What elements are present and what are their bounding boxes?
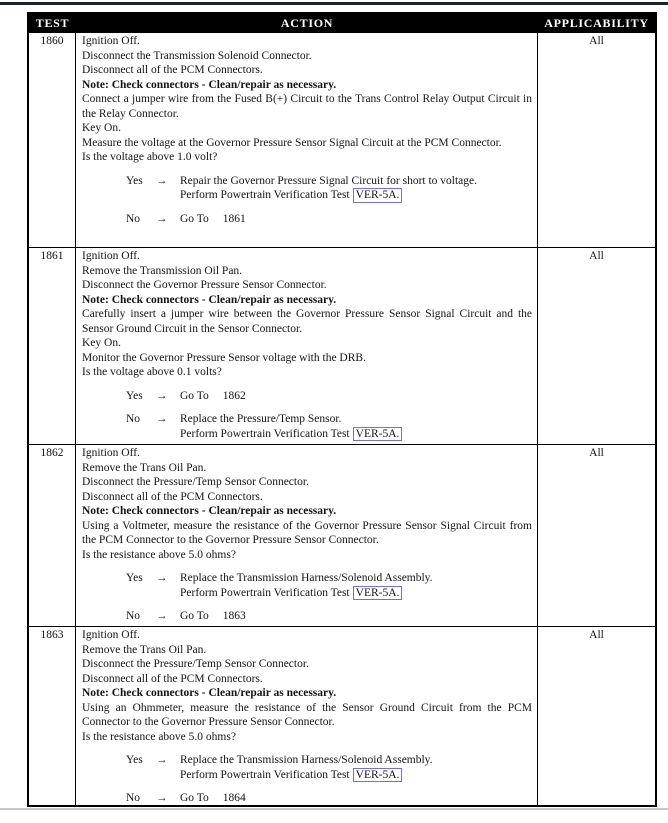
goto-label: Go To [180,212,209,225]
action-step: Ignition Off. [82,447,140,459]
table-row-test-1860 [29,32,655,247]
decision-yes [82,753,532,782]
test-number: 1862 [29,445,76,626]
action-step: Carefully insert a jumper wire between the Governor Pressure Sensor Signal Circuit and the Sensor Ground Circuit in the Sensor Connector. [82,308,532,335]
note-step: Note: Check connectors - Clean/repair as necessary. [82,293,337,306]
action-cell [76,33,538,247]
decision-body [180,609,532,624]
decision-yes [82,571,532,600]
arrow-icon: → [156,174,168,187]
decision-body [180,753,532,782]
test-number: 1861 [29,248,76,444]
ver-5a-link[interactable]: VER-5A. [353,586,403,601]
decision-yes [82,174,532,203]
action-cell [76,445,538,626]
action-step: Ignition Off. [82,250,140,262]
note-step: Note: Check connectors - Clean/repair as necessary. [82,687,337,699]
decision-text: Perform Powertrain Verification Test [180,586,350,599]
decision-answer: Yes [126,572,143,584]
question-step: Is the resistance above 5.0 ohms? [82,548,236,561]
action-step: Disconnect the Governor Pressure Sensor Connector. [82,279,327,291]
action-step: Remove the Trans Oil Pan. [82,643,207,656]
action-cell [76,627,538,805]
arrow-icon: → [156,792,168,804]
action-step: Measure the voltage at the Governor Pressure Sensor Signal Circuit at the PCM Connector. [82,136,502,149]
ver-5a-link[interactable]: VER-5A. [353,768,403,783]
decision-line [180,188,530,203]
decision-answer: Yes [126,174,143,187]
decision-yes [82,389,532,404]
table-row-test-1861 [29,247,655,444]
goto-target-test: 1864 [222,792,246,804]
goto-target-test: 1862 [222,389,246,402]
decision-line [180,586,530,601]
decision-no [82,412,532,441]
arrow-icon: → [156,413,168,425]
applicability-value: All [589,447,604,459]
applicability-value: All [589,35,604,47]
decision-line [180,427,530,442]
ver-5a-link[interactable]: VER-5A. [353,188,403,203]
action-step: Disconnect all of the PCM Connectors. [82,672,263,685]
decision-answer: No [126,610,141,622]
decision-text: Perform Powertrain Verification Test [180,427,350,440]
decision-text: Perform Powertrain Verification Test [180,189,350,201]
arrow-icon: → [156,572,168,584]
goto-line [180,791,530,805]
question-step: Is the resistance above 5.0 ohms? [82,730,236,743]
decision-body [180,389,532,404]
action-step: Disconnect the Pressure/Temp Sensor Connector. [82,658,309,670]
arrow-icon: → [156,212,168,225]
action-step: Ignition Off. [82,629,140,641]
decision-no [82,212,532,227]
decision-body [180,791,532,805]
header-cell-action: ACTION [280,15,334,30]
action-step: Disconnect the Pressure/Temp Sensor Connector. [82,476,309,488]
decision-no [82,609,532,624]
decision-answer: Yes [126,389,143,402]
page-bottom-rule [0,808,668,810]
action-step: Remove the Trans Oil Pan. [82,461,207,474]
decision-line [180,768,530,783]
decision-answer: No [126,413,141,425]
arrow-icon: → [156,754,168,766]
decision-line: Repair the Governor Pressure Signal Circuit for short to voltage. [180,174,478,187]
diagnostic-test-table [27,12,657,807]
ver-5a-link[interactable]: VER-5A. [353,427,403,442]
goto-label: Go To [180,610,209,622]
decision-line: Replace the Transmission Harness/Solenoid Assembly. [180,572,433,584]
decision-body [180,212,532,227]
goto-label: Go To [180,389,209,402]
decision-answer: No [126,212,141,225]
note-step: Note: Check connectors - Clean/repair as necessary. [82,78,337,91]
goto-target-test: 1861 [222,212,246,225]
applicability-value: All [589,629,604,641]
question-step: Is the voltage above 1.0 volt? [82,151,218,163]
action-step: Disconnect all of the PCM Connectors. [82,64,263,76]
decision-answer: No [126,792,141,804]
table-header-row [29,14,655,32]
action-step: Disconnect the Transmission Solenoid Connector. [82,49,312,62]
table-row-test-1863 [29,626,655,805]
header-cell-test: TEST [35,15,70,30]
action-step: Monitor the Governor Pressure Sensor voltage with the DRB. [82,351,366,364]
decision-line: Replace the Transmission Harness/Solenoid Assembly. [180,754,433,766]
decision-line: Replace the Pressure/Temp Sensor. [180,413,342,425]
goto-line [180,212,530,227]
action-step: Key On. [82,122,121,134]
page-top-rule [0,2,668,5]
decision-text: Perform Powertrain Verification Test [180,768,350,781]
test-number: 1860 [29,33,76,247]
action-step: Key On. [82,337,121,349]
action-step: Disconnect all of the PCM Connectors. [82,490,263,503]
decision-answer: Yes [126,754,143,766]
test-number: 1863 [29,627,76,805]
action-step: Using a Voltmeter, measure the resistance of the Governor Pressure Sensor Signal Circuit from the PCM Connector to the Governor Pressure Sensor Connector. [82,519,532,546]
decision-body [180,412,532,441]
table-row-test-1862 [29,444,655,626]
action-step: Remove the Transmission Oil Pan. [82,264,243,277]
goto-line [180,609,530,624]
applicability-value: All [589,250,604,262]
action-cell [76,248,538,444]
goto-line [180,389,530,404]
decision-no [82,791,532,805]
action-step: Using an Ohmmeter, measure the resistance of the Sensor Ground Circuit from the PCM Connector to the Governor Pressure Sensor Connector. [82,701,532,728]
decision-body [180,174,532,203]
header-cell-applicability: APPLICABILITY [544,15,649,30]
goto-label: Go To [180,792,209,804]
question-step: Is the voltage above 0.1 volts? [82,366,222,378]
goto-target-test: 1863 [222,610,246,622]
arrow-icon: → [156,610,168,622]
arrow-icon: → [156,389,168,402]
action-step: Ignition Off. [82,35,140,47]
decision-body [180,571,532,600]
note-step: Note: Check connectors - Clean/repair as necessary. [82,505,337,517]
action-step: Connect a jumper wire from the Fused B(+) Circuit to the Trans Control Relay Output Circuit in the Relay Connector. [82,93,532,120]
